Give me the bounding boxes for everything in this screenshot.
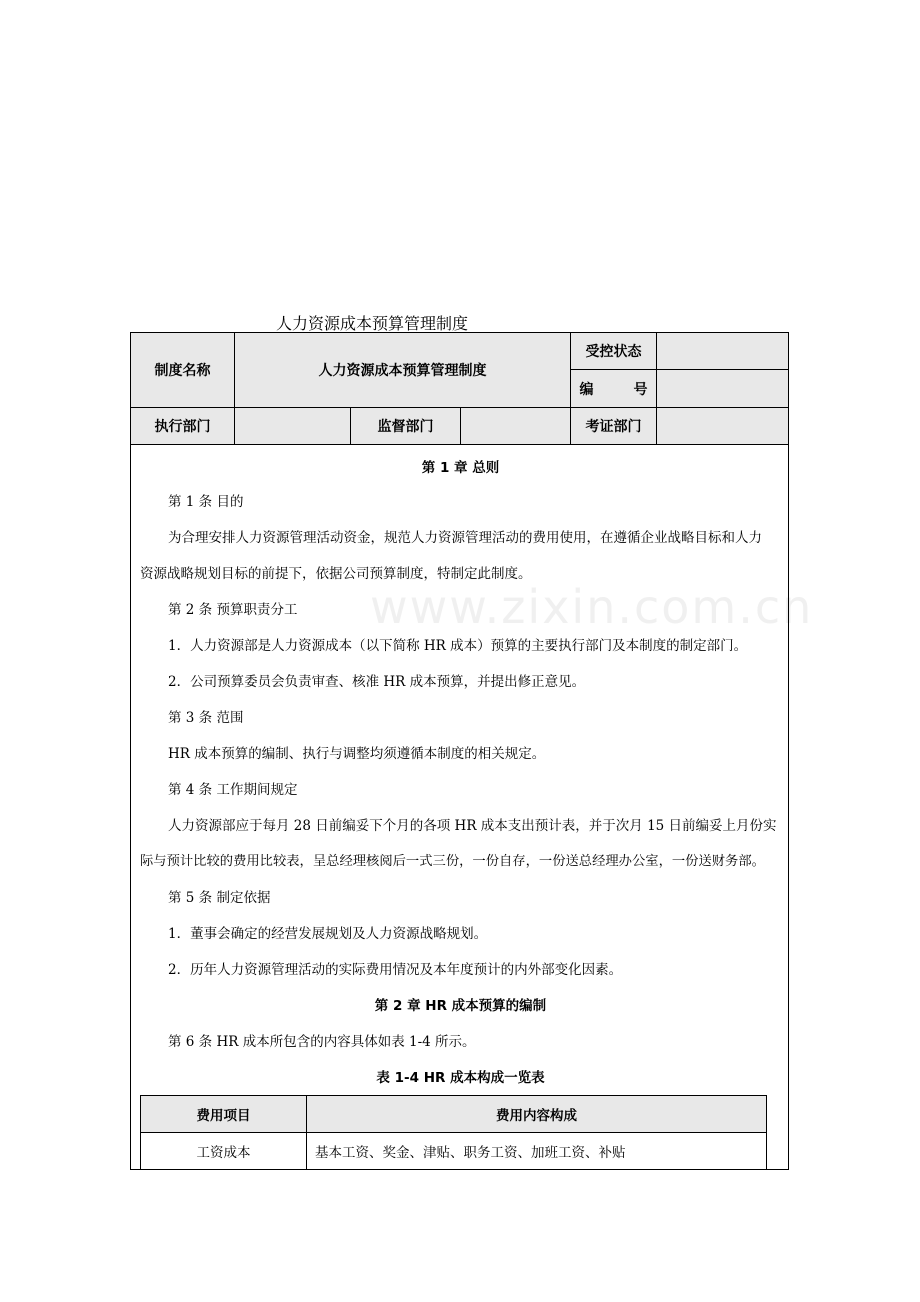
cost-table-row-1-content: 基本工资、奖金、津贴、职务工资、加班工资、补贴 [315,1145,626,1161]
cost-table [140,1095,767,1170]
paragraph-2-item-2: 2．公司预算委员会负责审查、核准 HR 成本预算，并提出修正意见。 [168,674,586,690]
table-caption: 表 1-4 HR 成本构成一览表 [376,1070,545,1086]
status-label: 受控状态 [585,344,642,360]
article-2-heading: 第 2 条 预算职责分工 [168,602,298,618]
status-value-cell [657,333,788,370]
audit-value-cell [657,408,788,445]
article-5-heading: 第 5 条 制定依据 [168,890,271,906]
name-label-cell [131,333,235,408]
chapter-2-heading: 第 2 章 HR 成本预算的编制 [374,998,547,1014]
name-value-cell [235,333,571,408]
number-label-a: 编 [579,381,594,398]
cost-table-row-1-item: 工资成本 [141,1133,307,1169]
audit-label: 考证部门 [585,419,642,435]
paragraph-5-item-1: 1．董事会确定的经营发展规划及人力资源战略规划。 [168,926,488,942]
supervise-label: 监督部门 [377,419,434,435]
paragraph-3: HR 成本预算的编制、执行与调整均须遵循本制度的相关规定。 [168,746,546,762]
number-label-cell [571,370,657,408]
paragraph-5-item-2: 2．历年人力资源管理活动的实际费用情况及本年度预计的内外部变化因素。 [168,962,623,978]
article-3-heading: 第 3 条 范围 [168,710,244,726]
cost-table-header-content: 费用内容构成 [307,1096,766,1133]
exec-label: 执行部门 [154,419,211,435]
status-label-cell [571,333,657,370]
paragraph-4-line-2: 际与预计比较的费用比较表，呈总经理核阅后一式三份，一份自存，一份送总经理办公室，一份送财务部。 [140,854,765,869]
article-1-heading: 第 1 条 目的 [168,494,244,510]
supervise-value-cell [461,408,571,445]
exec-label-cell [131,408,235,445]
article-6-heading: 第 6 条 HR 成本所包含的内容具体如表 1-4 所示。 [168,1034,476,1050]
exec-value-cell [235,408,351,445]
paragraph-1-line-2: 资源战略规划目标的前提下，依据公司预算制度，特制定此制度。 [140,566,532,582]
paragraph-2-item-1: 1．人力资源部是人力资源成本（以下简称 HR 成本）预算的主要执行部门及本制度的制定部门。 [168,638,748,654]
name-value: 人力资源成本预算管理制度 [318,363,487,379]
audit-label-cell [571,408,657,445]
supervise-label-cell [351,408,461,445]
document-title: 人力资源成本预算管理制度 [276,314,469,333]
paragraph-1-line-1: 为合理安排人力资源管理活动资金，规范人力资源管理活动的费用使用，在遵循企业战略目标和人力 [168,530,762,546]
name-label: 制度名称 [154,363,211,379]
number-label-b: 号 [633,381,648,398]
paragraph-4-line-1: 人力资源部应于每月 28 日前编妥下个月的各项 HR 成本支出预计表，并于次月 15 日前编妥上月份实 [168,818,777,834]
policy-form [130,332,789,1170]
cost-table-header-item: 费用项目 [141,1096,307,1133]
number-value-cell [657,370,788,408]
article-4-heading: 第 4 条 工作期间规定 [168,782,298,798]
watermark: www.zixin.com.cn [370,580,814,634]
chapter-1-heading: 第 1 章 总则 [421,460,500,476]
